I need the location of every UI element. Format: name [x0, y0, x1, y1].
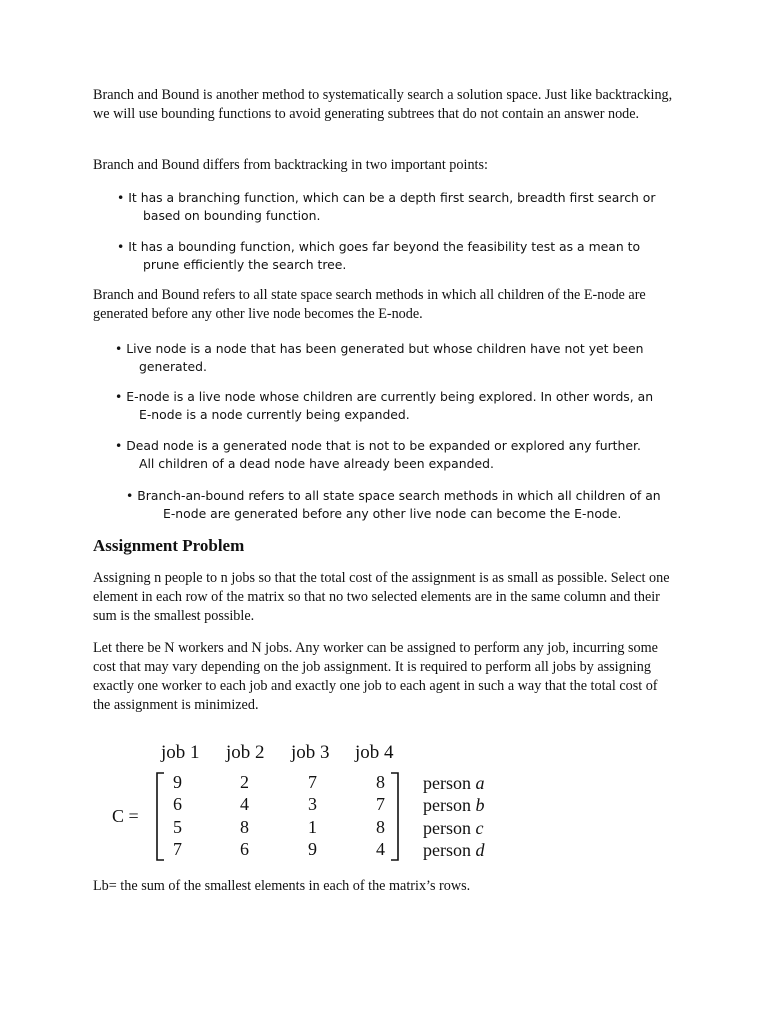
matrix-cell: 8 — [376, 817, 385, 837]
matrix-cell: 9 — [308, 839, 317, 859]
matrix-cell: 7 — [308, 772, 317, 792]
point-item — [117, 238, 717, 274]
bullet-icon: • — [126, 488, 134, 503]
differs-paragraph: Branch and Bound differs from backtracking in two important points: — [93, 157, 488, 173]
column-header: job 3 — [291, 742, 330, 763]
lower-bound-paragraph: Lb= the sum of the smallest elements in each of the matrix’s rows. — [93, 878, 471, 894]
matrix-cell: 3 — [308, 794, 317, 814]
left-bracket — [157, 773, 164, 860]
bullet-icon: • — [115, 341, 123, 356]
definition-line-1: Branch-an-bound refers to all state space search methods in which all children of an — [137, 488, 661, 503]
definition-line-2: All children of a dead node have already been expanded. — [139, 456, 494, 471]
right-bracket — [391, 773, 398, 860]
definition-line-2: E-node are generated before any other live node can become the E-node. — [163, 506, 622, 521]
matrix-cell: 8 — [376, 772, 385, 792]
bullet-icon: • — [117, 239, 125, 254]
cost-matrix — [110, 738, 530, 868]
definition-line-1: Live node is a node that has been generated but whose children have not yet been — [126, 341, 644, 356]
person-label: person c — [423, 818, 484, 838]
matrix-label: C = — [112, 806, 139, 826]
section-heading: Assignment Problem — [93, 536, 245, 555]
definition-line-2: E-node is a node currently being expanded. — [139, 407, 410, 422]
person-label: person b — [423, 795, 485, 815]
definition-line-1: Dead node is a generated node that is not to be expanded or explored any further. — [126, 438, 641, 453]
definition-item — [115, 340, 715, 376]
point-line-1: It has a bounding function, which goes far beyond the feasibility test as a mean to — [128, 239, 641, 254]
matrix-cell: 4 — [240, 794, 249, 814]
workers-paragraph: Let there be N workers and N jobs. Any worker can be assigned to perform any job, incurring some cost that may vary depending on the job assignment. It is required to perform all jobs by assigning exactly one worker to each job and exactly one job to each agent in such a way that the total cost of the assignment is minimized. — [93, 640, 658, 713]
matrix-cell: 9 — [173, 772, 182, 792]
definition-item — [126, 487, 726, 523]
bullet-icon: • — [115, 389, 123, 404]
column-header: job 2 — [226, 742, 265, 763]
column-header: job 4 — [355, 742, 394, 763]
matrix-cell: 7 — [173, 839, 182, 859]
matrix-cell: 6 — [240, 839, 249, 859]
point-line-1: It has a branching function, which can be a depth first search, breadth first search or — [128, 190, 656, 205]
refers-paragraph: Branch and Bound refers to all state space search methods in which all children of the E-node are generated before any other live node becomes the E-node. — [93, 287, 646, 322]
person-label: person d — [423, 840, 485, 860]
intro-paragraph: Branch and Bound is another method to systematically search a solution space. Just like backtracking, we will use bounding functions to avoid generating subtrees that do not contain an answer node. — [93, 87, 673, 122]
matrix-cell: 8 — [240, 817, 249, 837]
matrix-cell: 5 — [173, 817, 182, 837]
person-label: person a — [423, 773, 485, 793]
matrix-cell: 4 — [376, 839, 385, 859]
point-item — [117, 189, 717, 225]
definition-line-1: E-node is a live node whose children are currently being explored. In other words, an — [126, 389, 654, 404]
bullet-icon: • — [117, 190, 125, 205]
bullet-icon: • — [115, 438, 123, 453]
column-header: job 1 — [161, 742, 200, 763]
definition-item — [115, 388, 715, 424]
matrix-cell: 2 — [240, 772, 249, 792]
assignment-definition: Assigning n people to n jobs so that the total cost of the assignment is as small as possible. Select one element in each row of the matrix so that no two selected elements are in the same column and their sum is the smallest possible. — [93, 570, 670, 624]
matrix-cell: 7 — [376, 794, 385, 814]
definition-item — [115, 437, 715, 473]
matrix-cell: 6 — [173, 794, 182, 814]
matrix-cell: 1 — [308, 817, 317, 837]
point-line-2: based on bounding function. — [143, 208, 321, 223]
point-line-2: prune efficiently the search tree. — [143, 257, 347, 272]
definition-line-2: generated. — [139, 359, 207, 374]
